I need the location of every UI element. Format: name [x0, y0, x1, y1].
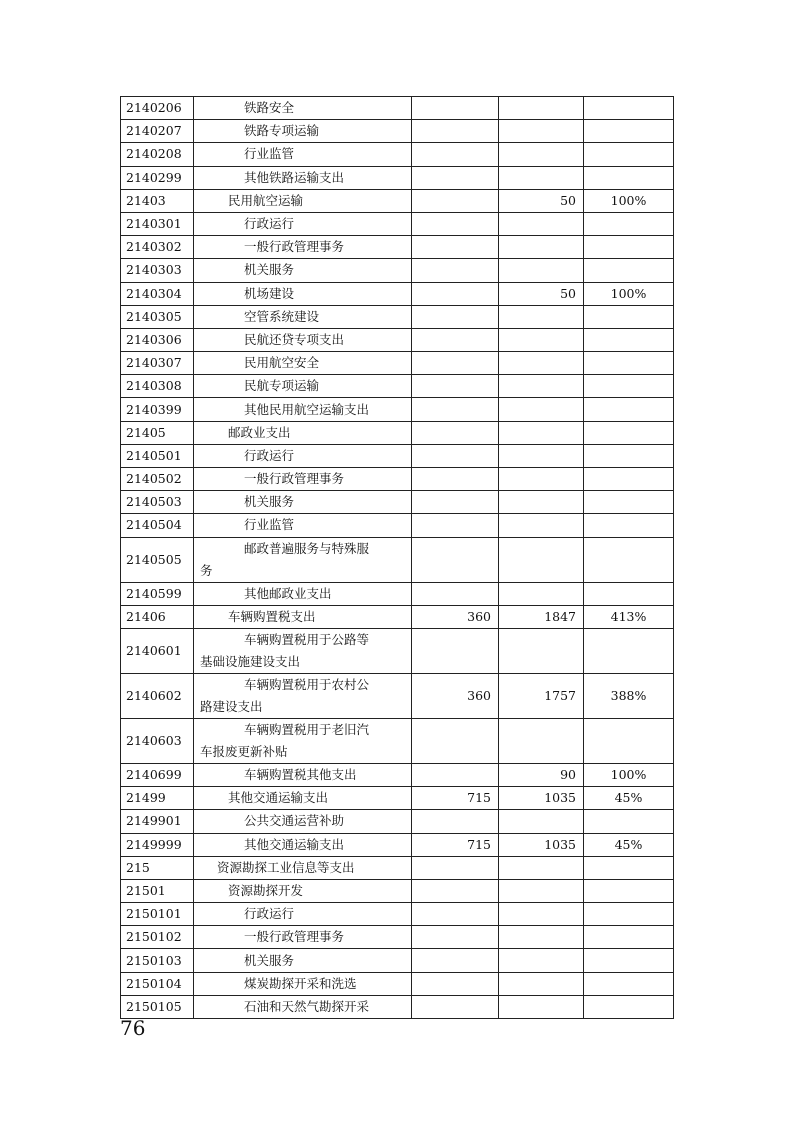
actual-value: [499, 328, 584, 351]
budget-value: [412, 421, 499, 444]
budget-value: [412, 628, 499, 673]
item-name: 资源勘探工业信息等支出: [194, 856, 412, 879]
item-code: 2150101: [121, 903, 194, 926]
table-row: [121, 582, 674, 605]
actual-value: [499, 879, 584, 902]
percent-value: [584, 328, 674, 351]
item-code: 2140601: [121, 628, 194, 673]
budget-value: [412, 995, 499, 1018]
actual-value: [499, 97, 584, 120]
item-code: 2150105: [121, 995, 194, 1018]
percent-value: [584, 810, 674, 833]
table-row: [121, 375, 674, 398]
item-code: 2150103: [121, 949, 194, 972]
actual-value: [499, 949, 584, 972]
actual-value: 1847: [499, 605, 584, 628]
actual-value: 90: [499, 763, 584, 786]
table-row: [121, 628, 674, 673]
item-name-line1: 车辆购置税用于老旧汽: [244, 721, 370, 737]
item-code: 2140603: [121, 718, 194, 763]
item-name: 民用航空安全: [194, 352, 412, 375]
actual-value: [499, 468, 584, 491]
item-name: 铁路安全: [194, 97, 412, 120]
budget-value: [412, 444, 499, 467]
table-row: [121, 879, 674, 902]
percent-value: [584, 97, 674, 120]
item-code: 2150104: [121, 972, 194, 995]
actual-value: [499, 926, 584, 949]
percent-value: [584, 628, 674, 673]
budget-value: [412, 926, 499, 949]
budget-value: 360: [412, 605, 499, 628]
table-row: [121, 328, 674, 351]
percent-value: 100%: [584, 763, 674, 786]
budget-value: [412, 259, 499, 282]
budget-value: [412, 120, 499, 143]
item-name: 行政运行: [194, 444, 412, 467]
percent-value: 45%: [584, 833, 674, 856]
table-row: [121, 189, 674, 212]
actual-value: [499, 810, 584, 833]
percent-value: [584, 120, 674, 143]
percent-value: [584, 352, 674, 375]
budget-table-body: [121, 97, 674, 1019]
table-row: [121, 787, 674, 810]
item-code: 2140599: [121, 582, 194, 605]
table-row: [121, 673, 674, 718]
budget-value: [412, 166, 499, 189]
item-name: 行政运行: [194, 212, 412, 235]
item-code: 2140699: [121, 763, 194, 786]
budget-value: [412, 143, 499, 166]
budget-value: [412, 949, 499, 972]
actual-value: 50: [499, 282, 584, 305]
table-row: [121, 949, 674, 972]
table-row: [121, 537, 674, 582]
item-code: 2140304: [121, 282, 194, 305]
actual-value: [499, 537, 584, 582]
actual-value: [499, 236, 584, 259]
item-code: 2140207: [121, 120, 194, 143]
item-code: 2140206: [121, 97, 194, 120]
item-name: 空管系统建设: [194, 305, 412, 328]
table-row: [121, 305, 674, 328]
percent-value: [584, 259, 674, 282]
item-name: 资源勘探开发: [194, 879, 412, 902]
item-name: 其他交通运输支出: [194, 833, 412, 856]
table-row: [121, 421, 674, 444]
item-name: 机场建设: [194, 282, 412, 305]
percent-value: [584, 398, 674, 421]
actual-value: [499, 166, 584, 189]
budget-value: [412, 856, 499, 879]
actual-value: [499, 514, 584, 537]
item-code: 2140501: [121, 444, 194, 467]
item-name-line1: 车辆购置税用于公路等: [244, 631, 370, 647]
actual-value: 50: [499, 189, 584, 212]
percent-value: [584, 582, 674, 605]
item-code: 21405: [121, 421, 194, 444]
table-row: [121, 212, 674, 235]
actual-value: [499, 856, 584, 879]
table-row: [121, 810, 674, 833]
item-name: 煤炭勘探开采和洗选: [194, 972, 412, 995]
budget-value: [412, 810, 499, 833]
item-code: 2140504: [121, 514, 194, 537]
table-row: [121, 143, 674, 166]
percent-value: [584, 949, 674, 972]
item-name: 石油和天然气勘探开采: [194, 995, 412, 1018]
table-row: [121, 605, 674, 628]
percent-value: [584, 926, 674, 949]
item-name: 车辆购置税支出: [194, 605, 412, 628]
budget-value: [412, 879, 499, 902]
item-code: 2140503: [121, 491, 194, 514]
item-name: 行业监管: [194, 143, 412, 166]
item-code: 2149999: [121, 833, 194, 856]
actual-value: [499, 421, 584, 444]
item-code: 2140208: [121, 143, 194, 166]
actual-value: [499, 444, 584, 467]
budget-value: [412, 375, 499, 398]
item-name: 民航专项运输: [194, 375, 412, 398]
actual-value: 1757: [499, 673, 584, 718]
item-code: 2140602: [121, 673, 194, 718]
percent-value: [584, 856, 674, 879]
table-row: [121, 352, 674, 375]
percent-value: [584, 212, 674, 235]
budget-table: [120, 96, 674, 1019]
actual-value: [499, 491, 584, 514]
table-row: [121, 259, 674, 282]
budget-value: [412, 718, 499, 763]
item-code: 2140303: [121, 259, 194, 282]
percent-value: [584, 972, 674, 995]
budget-value: [412, 97, 499, 120]
percent-value: [584, 537, 674, 582]
budget-value: [412, 212, 499, 235]
actual-value: [499, 212, 584, 235]
item-code: 21499: [121, 787, 194, 810]
item-code: 2140308: [121, 375, 194, 398]
item-code: 2140505: [121, 537, 194, 582]
percent-value: [584, 444, 674, 467]
item-code: 215: [121, 856, 194, 879]
actual-value: [499, 995, 584, 1018]
item-name-line1: 车辆购置税用于农村公: [244, 676, 370, 692]
item-name: 其他交通运输支出: [194, 787, 412, 810]
item-code: 2140306: [121, 328, 194, 351]
item-name: 车辆购置税其他支出: [194, 763, 412, 786]
item-name-line1: 邮政普遍服务与特殊服: [244, 540, 370, 556]
budget-value: [412, 491, 499, 514]
item-code: 2140301: [121, 212, 194, 235]
budget-value: [412, 398, 499, 421]
budget-value: [412, 282, 499, 305]
percent-value: [584, 375, 674, 398]
item-code: 2140502: [121, 468, 194, 491]
table-row: [121, 903, 674, 926]
item-name: 一般行政管理事务: [194, 926, 412, 949]
budget-value: [412, 972, 499, 995]
table-row: [121, 120, 674, 143]
table-row: [121, 444, 674, 467]
actual-value: [499, 628, 584, 673]
percent-value: [584, 468, 674, 491]
percent-value: [584, 995, 674, 1018]
percent-value: [584, 491, 674, 514]
budget-value: 715: [412, 787, 499, 810]
table-row: [121, 926, 674, 949]
percent-value: [584, 305, 674, 328]
item-name: 民用航空运输: [194, 189, 412, 212]
item-name: 邮政业支出: [194, 421, 412, 444]
item-code: 2150102: [121, 926, 194, 949]
budget-value: 715: [412, 833, 499, 856]
table-row: [121, 995, 674, 1018]
budget-value: [412, 582, 499, 605]
item-name: 其他民用航空运输支出: [194, 398, 412, 421]
percent-value: [584, 143, 674, 166]
table-row: [121, 97, 674, 120]
percent-value: [584, 718, 674, 763]
item-name: 一般行政管理事务: [194, 468, 412, 491]
budget-value: [412, 763, 499, 786]
table-row: [121, 856, 674, 879]
percent-value: [584, 236, 674, 259]
page-number: 76: [120, 1016, 146, 1040]
item-code: 2140299: [121, 166, 194, 189]
percent-value: [584, 879, 674, 902]
item-name: [194, 673, 412, 718]
item-name: 机关服务: [194, 259, 412, 282]
item-name: 其他邮政业支出: [194, 582, 412, 605]
actual-value: 1035: [499, 787, 584, 810]
item-name-line2: 车报废更新补贴: [200, 743, 288, 759]
item-name: 一般行政管理事务: [194, 236, 412, 259]
item-name: 公共交通运营补助: [194, 810, 412, 833]
budget-value: [412, 514, 499, 537]
item-name-line2: 基础设施建设支出: [200, 653, 301, 669]
actual-value: [499, 352, 584, 375]
actual-value: [499, 718, 584, 763]
actual-value: [499, 305, 584, 328]
table-row: [121, 398, 674, 421]
budget-value: [412, 352, 499, 375]
item-name: [194, 628, 412, 673]
item-name: [194, 537, 412, 582]
item-code: 21406: [121, 605, 194, 628]
table-row: [121, 763, 674, 786]
actual-value: [499, 398, 584, 421]
table-row: [121, 166, 674, 189]
actual-value: [499, 903, 584, 926]
item-name: 行业监管: [194, 514, 412, 537]
item-name-line2: 路建设支出: [200, 698, 263, 714]
actual-value: [499, 120, 584, 143]
item-code: 2140305: [121, 305, 194, 328]
item-code: 21403: [121, 189, 194, 212]
percent-value: 100%: [584, 282, 674, 305]
table-row: [121, 282, 674, 305]
item-name-line2: 务: [200, 562, 213, 578]
percent-value: [584, 421, 674, 444]
budget-value: [412, 328, 499, 351]
budget-value: [412, 468, 499, 491]
item-name: [194, 718, 412, 763]
table-row: [121, 236, 674, 259]
budget-value: [412, 903, 499, 926]
item-code: 2149901: [121, 810, 194, 833]
percent-value: [584, 903, 674, 926]
percent-value: [584, 166, 674, 189]
percent-value: [584, 514, 674, 537]
table-row: [121, 718, 674, 763]
table-row: [121, 491, 674, 514]
actual-value: [499, 375, 584, 398]
item-code: 21501: [121, 879, 194, 902]
percent-value: 100%: [584, 189, 674, 212]
item-name: 行政运行: [194, 903, 412, 926]
table-row: [121, 833, 674, 856]
item-name: 铁路专项运输: [194, 120, 412, 143]
budget-value: [412, 537, 499, 582]
table-row: [121, 514, 674, 537]
budget-value: 360: [412, 673, 499, 718]
item-name: 其他铁路运输支出: [194, 166, 412, 189]
actual-value: [499, 259, 584, 282]
actual-value: 1035: [499, 833, 584, 856]
actual-value: [499, 582, 584, 605]
percent-value: 388%: [584, 673, 674, 718]
budget-value: [412, 305, 499, 328]
item-code: 2140307: [121, 352, 194, 375]
item-code: 2140302: [121, 236, 194, 259]
table-row: [121, 468, 674, 491]
percent-value: 413%: [584, 605, 674, 628]
budget-value: [412, 236, 499, 259]
item-name: 机关服务: [194, 949, 412, 972]
item-name: 民航还贷专项支出: [194, 328, 412, 351]
actual-value: [499, 143, 584, 166]
percent-value: 45%: [584, 787, 674, 810]
table-row: [121, 972, 674, 995]
item-code: 2140399: [121, 398, 194, 421]
item-name: 机关服务: [194, 491, 412, 514]
budget-value: [412, 189, 499, 212]
actual-value: [499, 972, 584, 995]
